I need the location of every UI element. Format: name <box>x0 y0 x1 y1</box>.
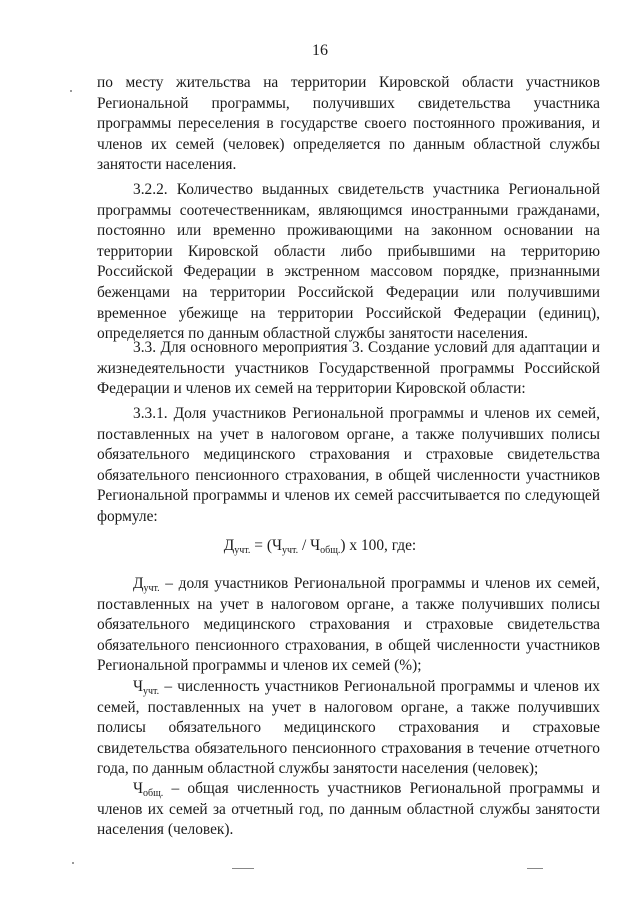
formula-num-sub: учт. <box>281 545 299 556</box>
scan-mark <box>527 868 543 869</box>
definition-text: – доля участников Региональной программы и членов их семей, поставленных на учет в налоговом органе, а также получивших полисы обязательного медицинского страхования и страховые свидетельства обязательного пенсионного страхования, в общей численности участников Региональной программы и членов их семей (%); <box>97 575 600 675</box>
definition-d-ucht <box>97 574 600 677</box>
paragraph-continuation: по месту жительства на территории Кировской области участников Региональной программы, получивших свидетельства участника программы переселения в государстве своего постоянного проживания, и членов их семей (человек) определяется по данным областной службы занятости населения. <box>97 74 600 174</box>
formula-eq-open: = ( <box>250 537 272 554</box>
scan-speck <box>70 90 72 92</box>
definition-symbol: Д <box>133 575 144 592</box>
formula-div: / <box>298 537 311 554</box>
definition-sub: учт. <box>143 686 160 697</box>
definition-sub: учт. <box>143 583 160 594</box>
definition-sub: общ. <box>143 788 164 799</box>
formula-lhs-sub: учт. <box>234 545 251 556</box>
formula-den-sub: общ. <box>320 545 341 556</box>
definition-symbol: Ч <box>133 780 144 797</box>
definition-symbol: Ч <box>133 678 144 695</box>
definition-ch-ucht <box>97 677 600 780</box>
scan-mark <box>232 868 254 869</box>
definition-text: – общая численность участников Региональной программы и членов их семей за отчетный год, по данным областной службы занятости населения (человек). <box>97 780 600 839</box>
paragraph-3-2-2: 3.2.2. Количество выданных свидетельств участника Региональной программы соотечественникам, являющимся иностранными гражданами, постоянно или временно проживающими на законном основании на территории Кировской области либо прибывшими на территорию Российской Федерации в экстренном массовом порядке, признанными беженцами на территории Российской Федерации или получившими временное убежище на территории Российской Федерации (единиц), определяется по данным областной службы занятости населения. <box>97 181 600 343</box>
scan-speck <box>72 862 74 864</box>
definition-text: – численность участников Региональной программы и членов их семей, поставленных на учет в налоговом органе, а также получивших полисы обязательного медицинского страхования и страховые свидетельства обязательного пенсионного страхования в течение отчетного года, по данным областной службы занятости населения (человек); <box>97 678 600 778</box>
formula-lhs-symbol: Д <box>223 537 235 554</box>
formula-rest: ) х 100, где: <box>340 537 417 554</box>
formula-den-symbol: Ч <box>310 537 321 554</box>
definition-ch-obshch <box>97 779 600 841</box>
paragraph-3-3-1: 3.3.1. Доля участников Региональной программы и членов их семей, поставленных на учет в налоговом органе, а также получивших полисы обязательного медицинского страхования и страховые свидетельства обязательного пенсионного страхования, в общей численности участников Региональной программы и членов их семей рассчитывается по следующей формуле: <box>97 405 600 525</box>
formula-num-symbol: Ч <box>271 537 282 554</box>
paragraph-3-3: 3.3. Для основного мероприятия 3. Создание условий для адаптации и жизнедеятельности участников Государственной программы Российской Федерации и членов их семей на территории Кировской области: <box>97 339 600 398</box>
formula <box>0 537 640 555</box>
page-number: 16 <box>312 42 328 59</box>
